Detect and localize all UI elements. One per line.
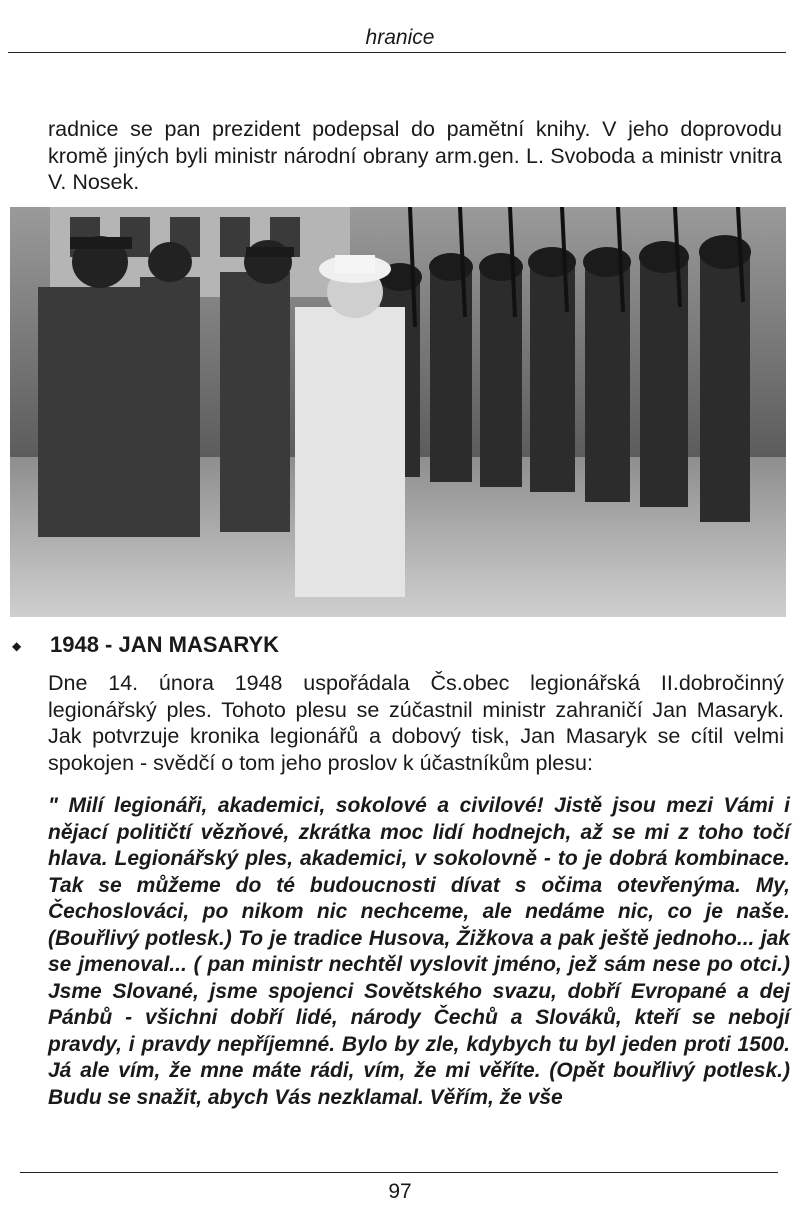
photo-parade-icon [10, 207, 786, 617]
speech-quote: " Milí legionáři, akademici, sokolové a civilové! Jistě jsou mezi Vámi i nějací političtí vězňové, zkrátka moc lidí hodnejch, až se mi z toho točí hlava. Legionářský ples, akademici, v sokolovně - to je dobrá kombinace. Tak se můžeme do té budoucnosti dívat s očima otevřenýma. My, Čechoslováci, po nikom nic nechceme, ale nedáme nic, co je naše. (Bouřlivý potlesk.) To je tradice Husova, Žižkova a pak ještě jednoho... jak se jmenoval... ( pan ministr nechtěl vyslovit jméno, jež sám nese po otci.) Jsme Slované, jsme spojenci Sovětského svazu, dobří Evropané a dej Pánbů - všichni dobří lidé, národy Čechů a Slováků, kteří se nebojí pravdy, i pravdy nepříjemné. Bylo by zle, kdybych tu byl jeden proti 1500. Já ale vím, že mne máte rádi, vím, že mi věříte. (Opět bouřlivý potlesk.) Budu se snažit, abych Vás nezklamal. Věřím, že vše [48, 794, 790, 1109]
section-heading-text: 1948 - JAN MASARYK [50, 632, 280, 657]
bullet-diamond-icon: ◆ [12, 639, 22, 654]
section-body-paragraph: Dne 14. února 1948 uspořádala Čs.obec legionářská II.dobročinný legionářský ples. Tohoto plesu se zúčastnil ministr zahraničí Jan Masaryk. Jak potvrzuje kronika legionářů a dobový tisk, Jan Masaryk se cítil velmi spokojen - svědčí o tom jeho proslov k účastníkům plesu: [48, 671, 784, 775]
header-rule [8, 52, 786, 53]
footer-rule [20, 1172, 778, 1173]
running-title: hranice [365, 26, 435, 49]
page-number: 97 [388, 1180, 412, 1203]
section-heading [12, 632, 782, 658]
historical-photo [10, 207, 786, 617]
intro-paragraph: radnice se pan prezident podepsal do pamětní knihy. V jeho doprovodu kromě jiných byli ministr národní obrany arm.gen. L. Svoboda a ministr vnitra V. Nosek. [48, 117, 782, 194]
